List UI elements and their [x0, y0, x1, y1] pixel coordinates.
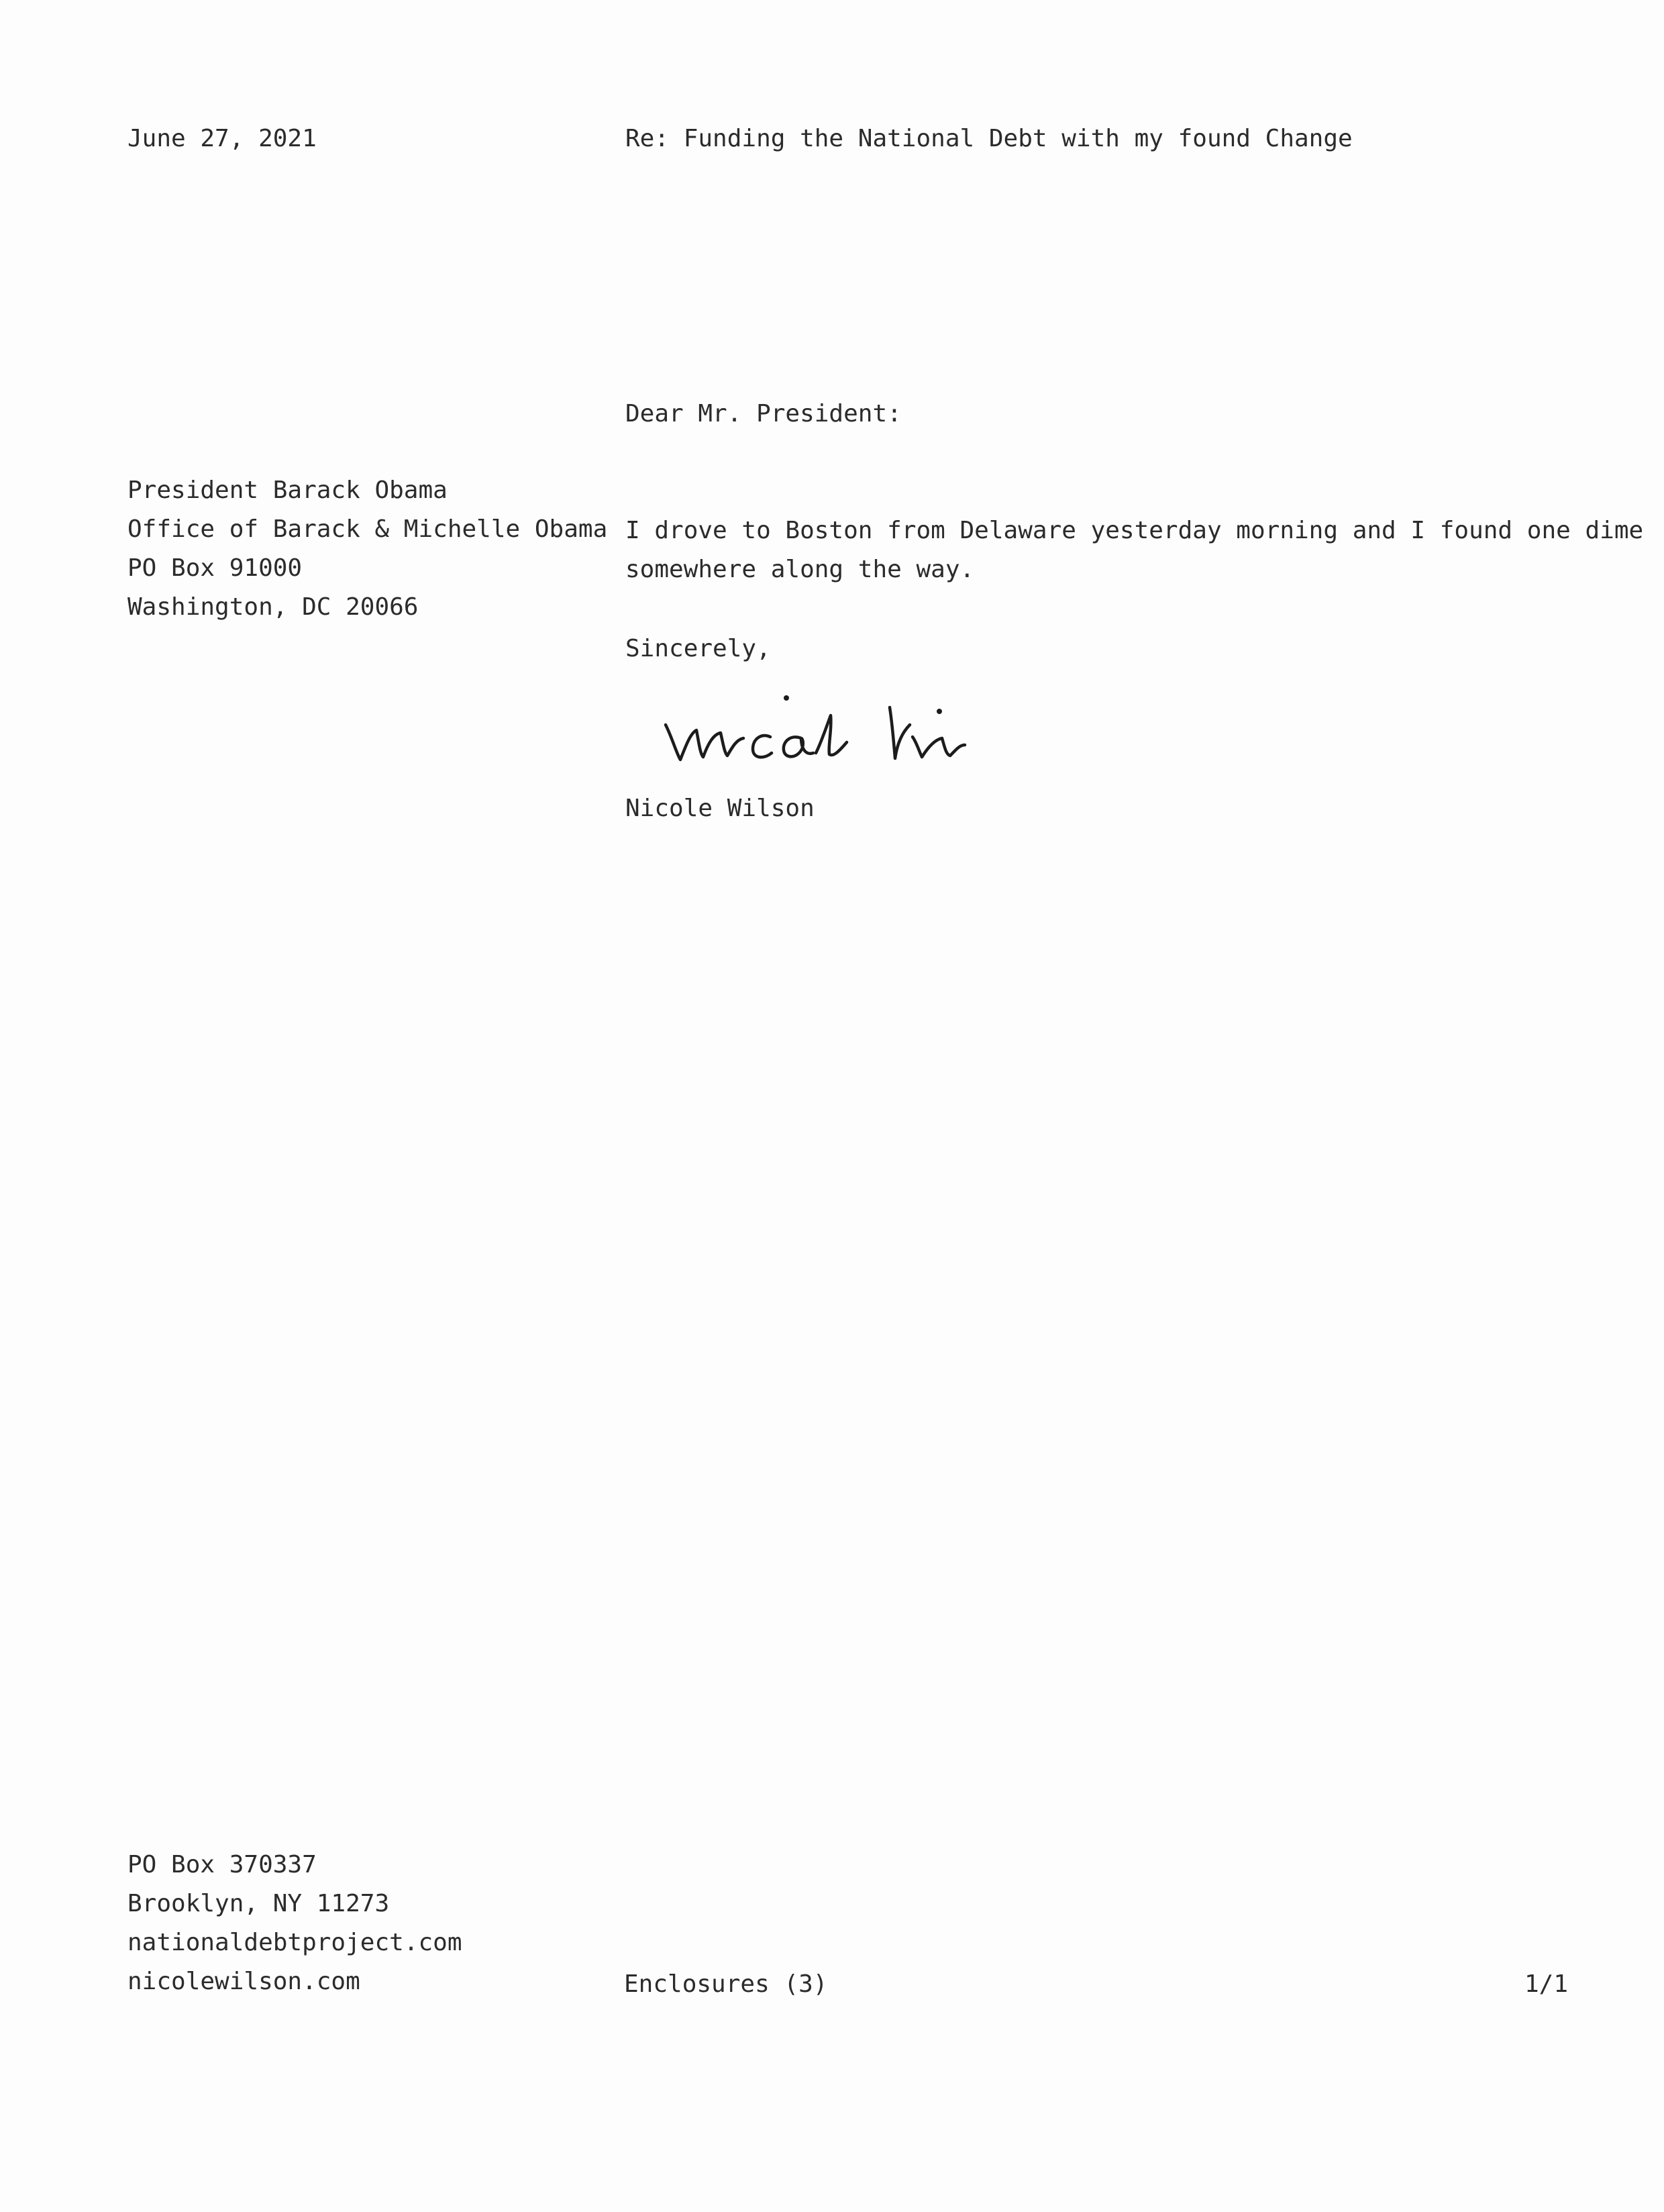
- letter-subject: [625, 119, 1353, 158]
- closing-text: Sincerely,: [625, 635, 771, 662]
- page-number: [1524, 1965, 1568, 2004]
- recipient-office: Office of Barack & Michelle Obama: [127, 515, 608, 543]
- recipient-po-box: PO Box 91000: [127, 554, 303, 582]
- enclosures-note: [624, 1965, 827, 2004]
- sender-address: [127, 1846, 462, 2001]
- salutation-text: Dear Mr. President:: [625, 400, 902, 428]
- enclosures-text: Enclosures (3): [624, 1970, 828, 1998]
- handwritten-signature: [658, 678, 1006, 778]
- signature-image: [658, 678, 1006, 778]
- recipient-city: Washington, DC 20066: [127, 593, 419, 621]
- sender-website-personal: nicolewilson.com: [127, 1968, 360, 1995]
- recipient-name: President Barack Obama: [127, 476, 448, 504]
- salutation: [625, 395, 902, 434]
- body-paragraph: I drove to Boston from Delaware yesterday morning and I found one dime somewhere along the way.: [625, 517, 1644, 583]
- signer-name-text: Nicole Wilson: [625, 795, 815, 822]
- subject-text: Re: Funding the National Debt with my found Change: [625, 125, 1353, 152]
- page-number-text: 1/1: [1524, 1970, 1569, 1998]
- signer-name: [625, 789, 815, 828]
- sender-website-project: nationaldebtproject.com: [127, 1929, 462, 1956]
- sender-po-box: PO Box 370337: [127, 1851, 317, 1878]
- closing: [625, 630, 771, 668]
- date-text: June 27, 2021: [127, 125, 317, 152]
- sender-city: Brooklyn, NY 11273: [127, 1890, 390, 1917]
- recipient-address: [127, 471, 607, 627]
- letter-body: [625, 511, 1664, 589]
- letter-date: [127, 119, 317, 158]
